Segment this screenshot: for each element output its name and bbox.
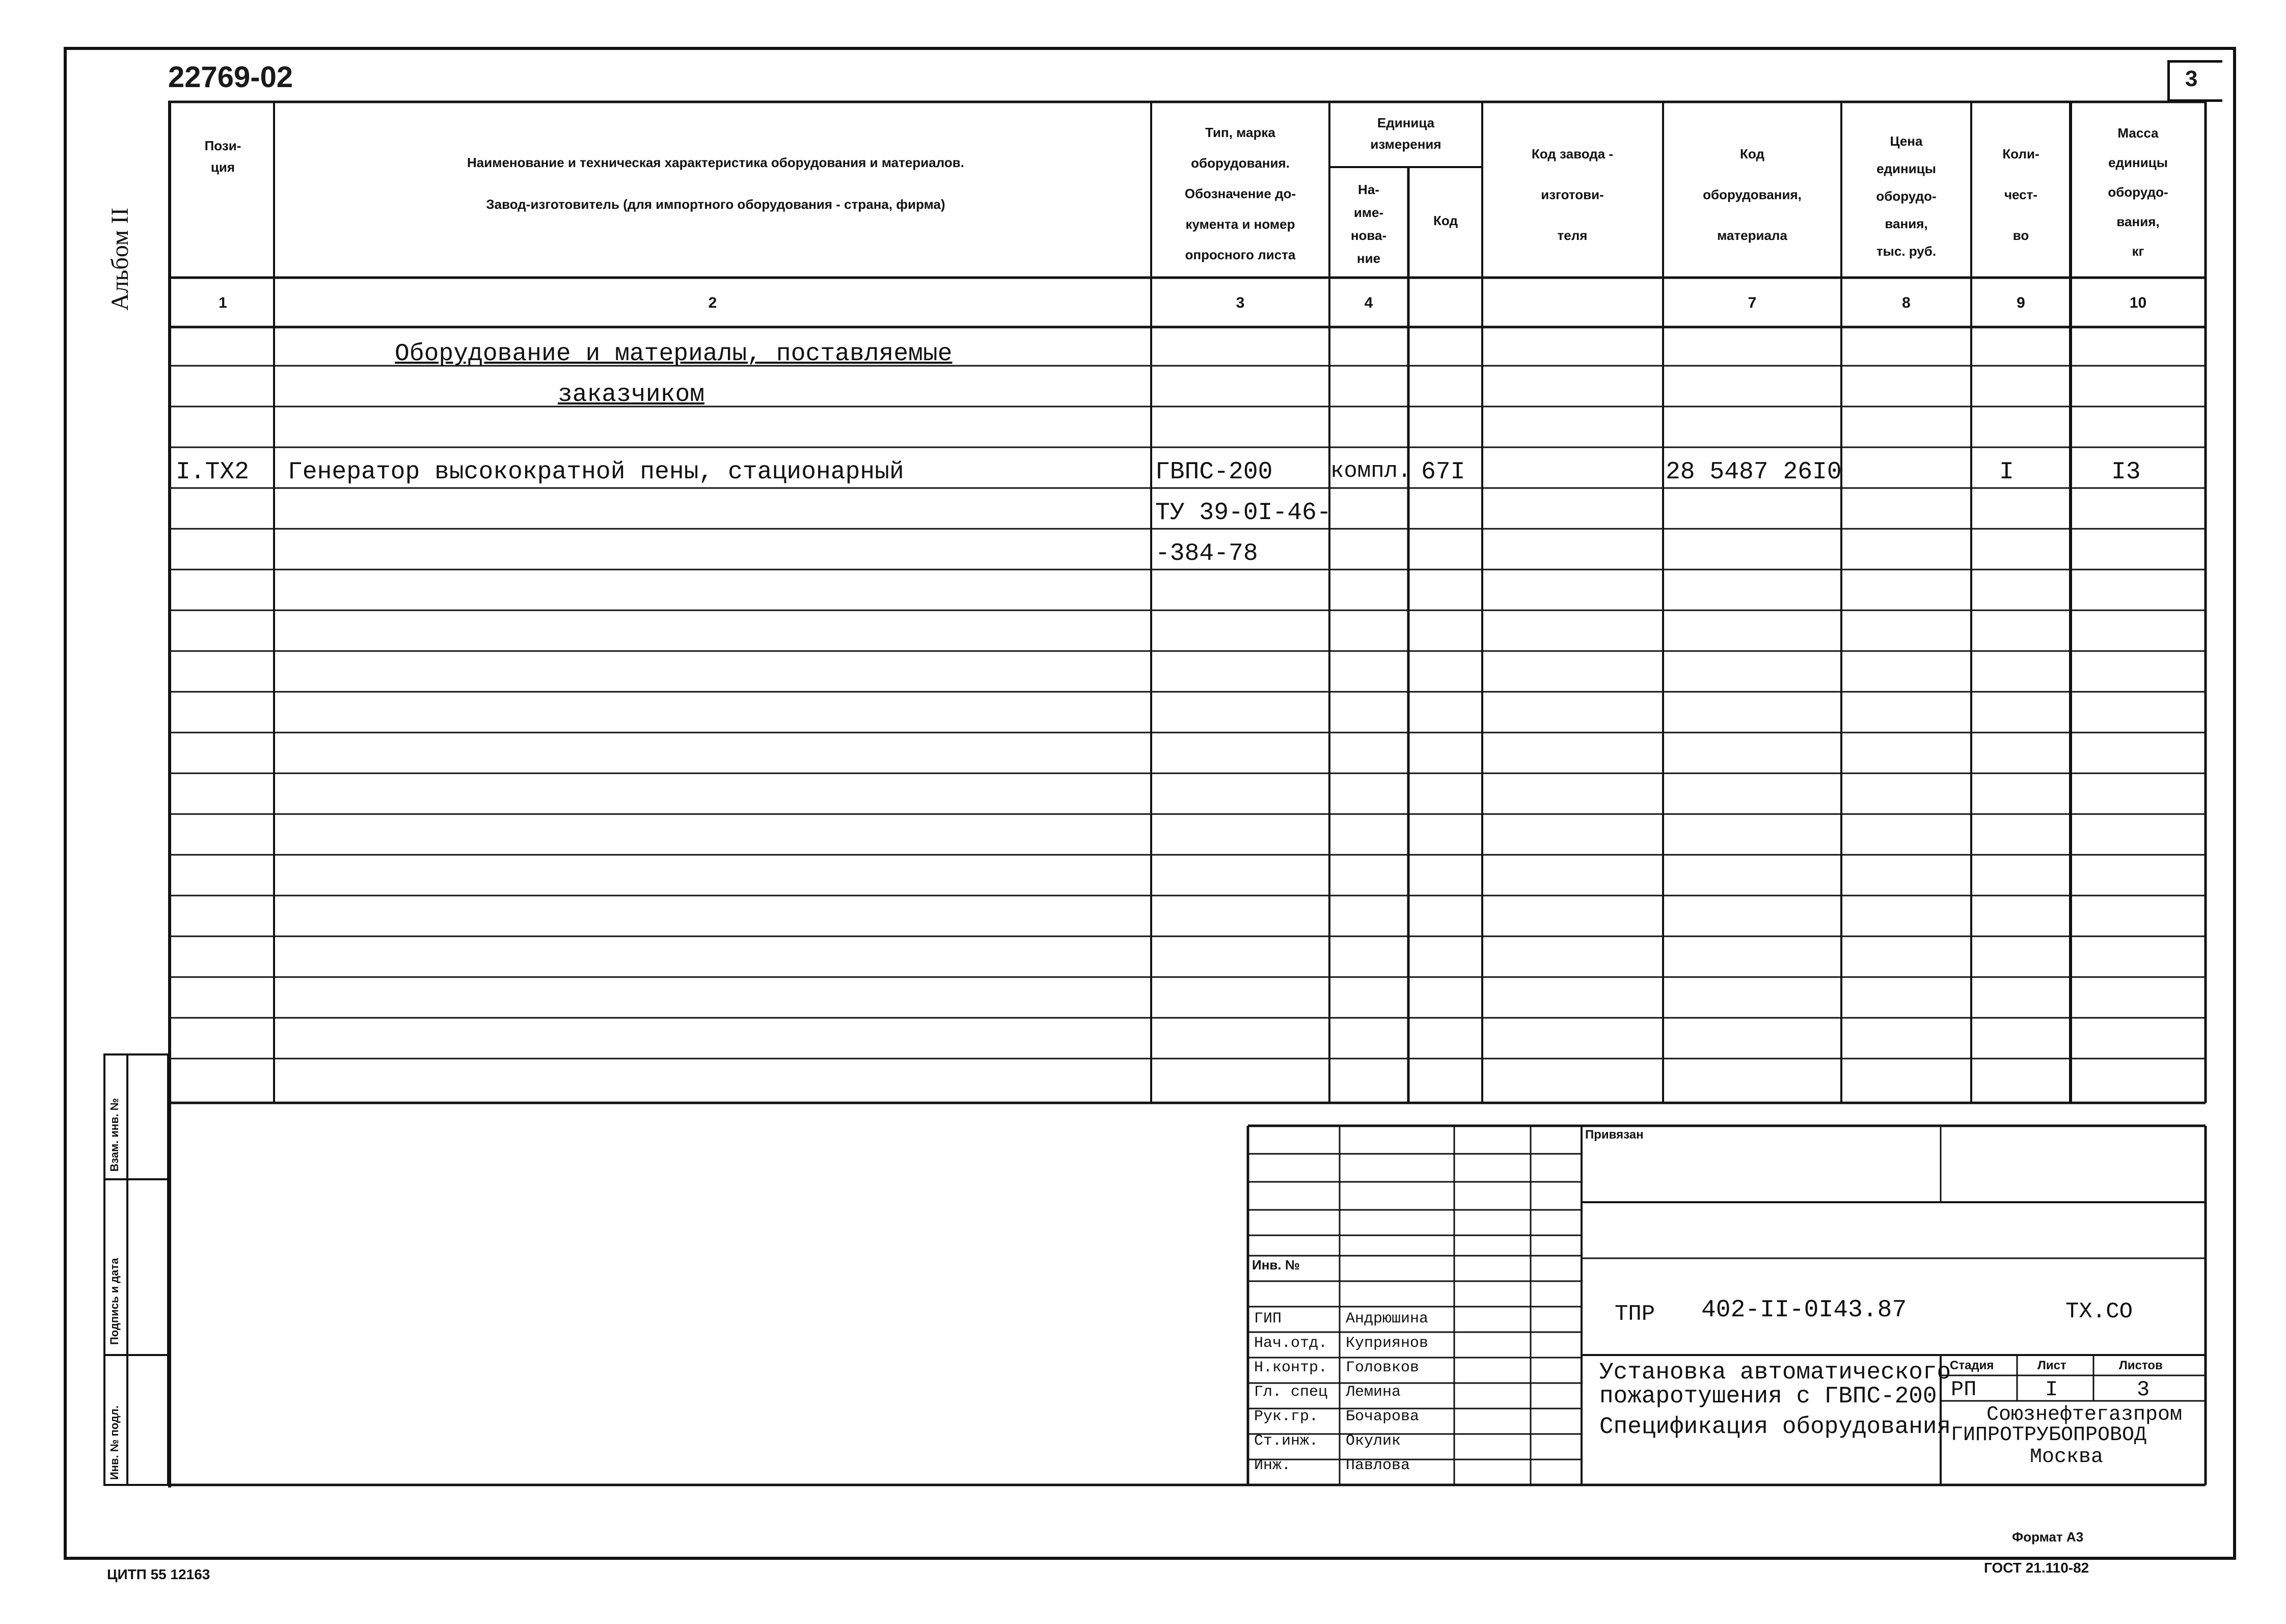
header-unit-name — [1330, 178, 1407, 270]
header-line: во — [2012, 228, 2029, 243]
header-line: единицы — [2108, 155, 2168, 170]
header-type — [1152, 117, 1328, 270]
header-line: чест- — [2004, 187, 2038, 202]
stamp-role: Н.контр. — [1254, 1359, 1328, 1376]
row-type-2: ТУ 39-0I-46- — [1155, 499, 1331, 527]
row-type-1: ГВПС-200 — [1155, 458, 1273, 486]
section-title-line2: заказчиком — [558, 381, 705, 409]
header-line: вания, — [1885, 216, 1928, 231]
stamp-stage-label: Стадия — [1950, 1359, 1994, 1372]
row-mass: I3 — [2111, 458, 2141, 486]
header-line: Пози- — [204, 138, 241, 153]
header-quantity — [1972, 133, 2070, 256]
stamp-sheet-code: ТХ.СО — [2065, 1299, 2133, 1324]
header-line: вания, — [2116, 214, 2160, 229]
header-line: име- — [1353, 205, 1384, 220]
column-number-4: 4 — [1364, 294, 1373, 311]
row-name: Генератор высокократной пены, стационарный — [288, 458, 904, 486]
stamp-name: Окулик — [1346, 1432, 1401, 1450]
header-line: Код — [1740, 146, 1764, 161]
column-number-10: 10 — [2129, 294, 2147, 311]
header-position — [173, 135, 273, 178]
section-title-line1: Оборудование и материалы, поставляемые — [395, 340, 953, 368]
stamp-name: Андрюшина — [1346, 1310, 1429, 1328]
stamp-sheet-label: Лист — [2037, 1359, 2066, 1372]
stamp-title-line1: Установка автоматического — [1599, 1359, 1951, 1386]
header-line: Код завода - — [1531, 146, 1614, 161]
column-number-7: 7 — [1748, 294, 1757, 311]
stamp-role: ГИП — [1254, 1310, 1282, 1328]
header-line: оборудо- — [2108, 184, 2168, 200]
footer-gost: ГОСТ 21.110-82 — [1984, 1560, 2089, 1576]
header-unit-code: Код — [1433, 213, 1458, 228]
row-unit-code: 67I — [1421, 458, 1465, 486]
stamp-title-line3: Спецификация оборудования — [1599, 1414, 1951, 1440]
header-line: кумента и номер — [1185, 216, 1295, 232]
footer-format: Формат А3 — [2012, 1529, 2084, 1545]
stamp-sheets: 3 — [2137, 1377, 2150, 1402]
stamp-role: Нач.отд. — [1254, 1335, 1328, 1352]
stamp-code: 402-II-0I43.87 — [1701, 1296, 1907, 1324]
stamp-code-prefix: ТПР — [1615, 1302, 1655, 1327]
side-label-inv-original: Инв. № подл. — [108, 1405, 121, 1480]
header-line: Цена — [1890, 133, 1923, 149]
footer-cityp: ЦИТП 55 12163 — [107, 1566, 210, 1582]
header-line: Масса — [2117, 125, 2159, 141]
column-number-8: 8 — [1902, 294, 1911, 311]
row-unit-name: компл. — [1330, 458, 1411, 484]
header-mass — [2072, 118, 2205, 266]
header-line: нова- — [1350, 228, 1387, 243]
side-label-signature-date: Подпись и дата — [108, 1258, 121, 1345]
header-line: Обозначение до- — [1184, 186, 1296, 201]
column-number-9: 9 — [2017, 294, 2025, 311]
document-number: 22769-02 — [168, 61, 293, 94]
stamp-sheet: I — [2045, 1377, 2058, 1402]
row-quantity: I — [1999, 458, 2014, 486]
stamp-role: Гл. спец — [1254, 1384, 1328, 1401]
page-number: 3 — [2185, 66, 2198, 91]
header-line: На- — [1358, 182, 1379, 197]
header-line: кг — [2132, 243, 2144, 259]
header-line: Коли- — [2002, 146, 2039, 161]
header-line: ние — [1356, 251, 1381, 266]
stamp-privyazan: Привязан — [1585, 1128, 1644, 1142]
stamp-org-line2: ГИПРОТРУБОПРОВОД — [1951, 1424, 2147, 1447]
stamp-name: Лемина — [1346, 1384, 1401, 1401]
header-line: Завод-изготовитель (для импортного оборудования - страна, фирма) — [486, 197, 945, 212]
header-factory-code — [1483, 133, 1662, 256]
header-line: опросного листа — [1185, 247, 1296, 262]
header-line: оборудования. — [1191, 155, 1290, 171]
header-line: теля — [1557, 228, 1588, 243]
header-line: изготови- — [1541, 187, 1604, 202]
column-number-1: 1 — [219, 294, 227, 311]
stamp-name: Бочарова — [1346, 1408, 1420, 1425]
stamp-org-line1: Союзнефтегазпром — [1986, 1403, 2183, 1426]
stamp-stage: РП — [1951, 1377, 1977, 1402]
header-line: ция — [210, 159, 235, 175]
stamp-role: Рук.гр. — [1254, 1408, 1319, 1425]
row-type-3: -384-78 — [1155, 540, 1258, 567]
header-line: Наименование и техническая характеристика оборудования и материалов. — [467, 155, 964, 170]
row-equipment-code: 28 5487 26I0 — [1666, 458, 1842, 486]
stamp-org-line3: Москва — [2030, 1446, 2104, 1469]
header-line: единицы — [1876, 161, 1936, 176]
row-position: I.ТХ2 — [176, 458, 250, 486]
header-line: оборудо- — [1876, 188, 1937, 204]
header-equipment-code — [1664, 133, 1840, 256]
stamp-sheets-label: Листов — [2119, 1359, 2163, 1372]
column-number-3: 3 — [1236, 294, 1245, 311]
side-label-replace-inv: Взам. инв. № — [108, 1098, 121, 1172]
header-line: Единица — [1377, 115, 1435, 130]
header-line: Тип, марка — [1205, 125, 1275, 140]
header-name — [285, 152, 1146, 215]
header-price — [1842, 127, 1970, 265]
header-unit-group — [1330, 112, 1481, 155]
stamp-name: Павлова — [1346, 1457, 1410, 1474]
header-line: тыс. руб. — [1876, 243, 1937, 259]
stamp-title-line2: пожаротушения с ГВПС-200 — [1599, 1383, 1937, 1410]
header-line: оборудования, — [1703, 187, 1802, 202]
stamp-role: Ст.инж. — [1254, 1432, 1319, 1450]
header-line: материала — [1717, 228, 1787, 243]
column-number-2: 2 — [708, 294, 717, 311]
header-line: измерения — [1370, 137, 1441, 152]
stamp-name: Головков — [1346, 1359, 1420, 1376]
stamp-name: Куприянов — [1346, 1335, 1429, 1352]
stamp-role: Инж. — [1254, 1457, 1291, 1474]
stamp-inv-label: Инв. № — [1252, 1257, 1300, 1273]
album-label: Альбом II — [106, 207, 133, 311]
